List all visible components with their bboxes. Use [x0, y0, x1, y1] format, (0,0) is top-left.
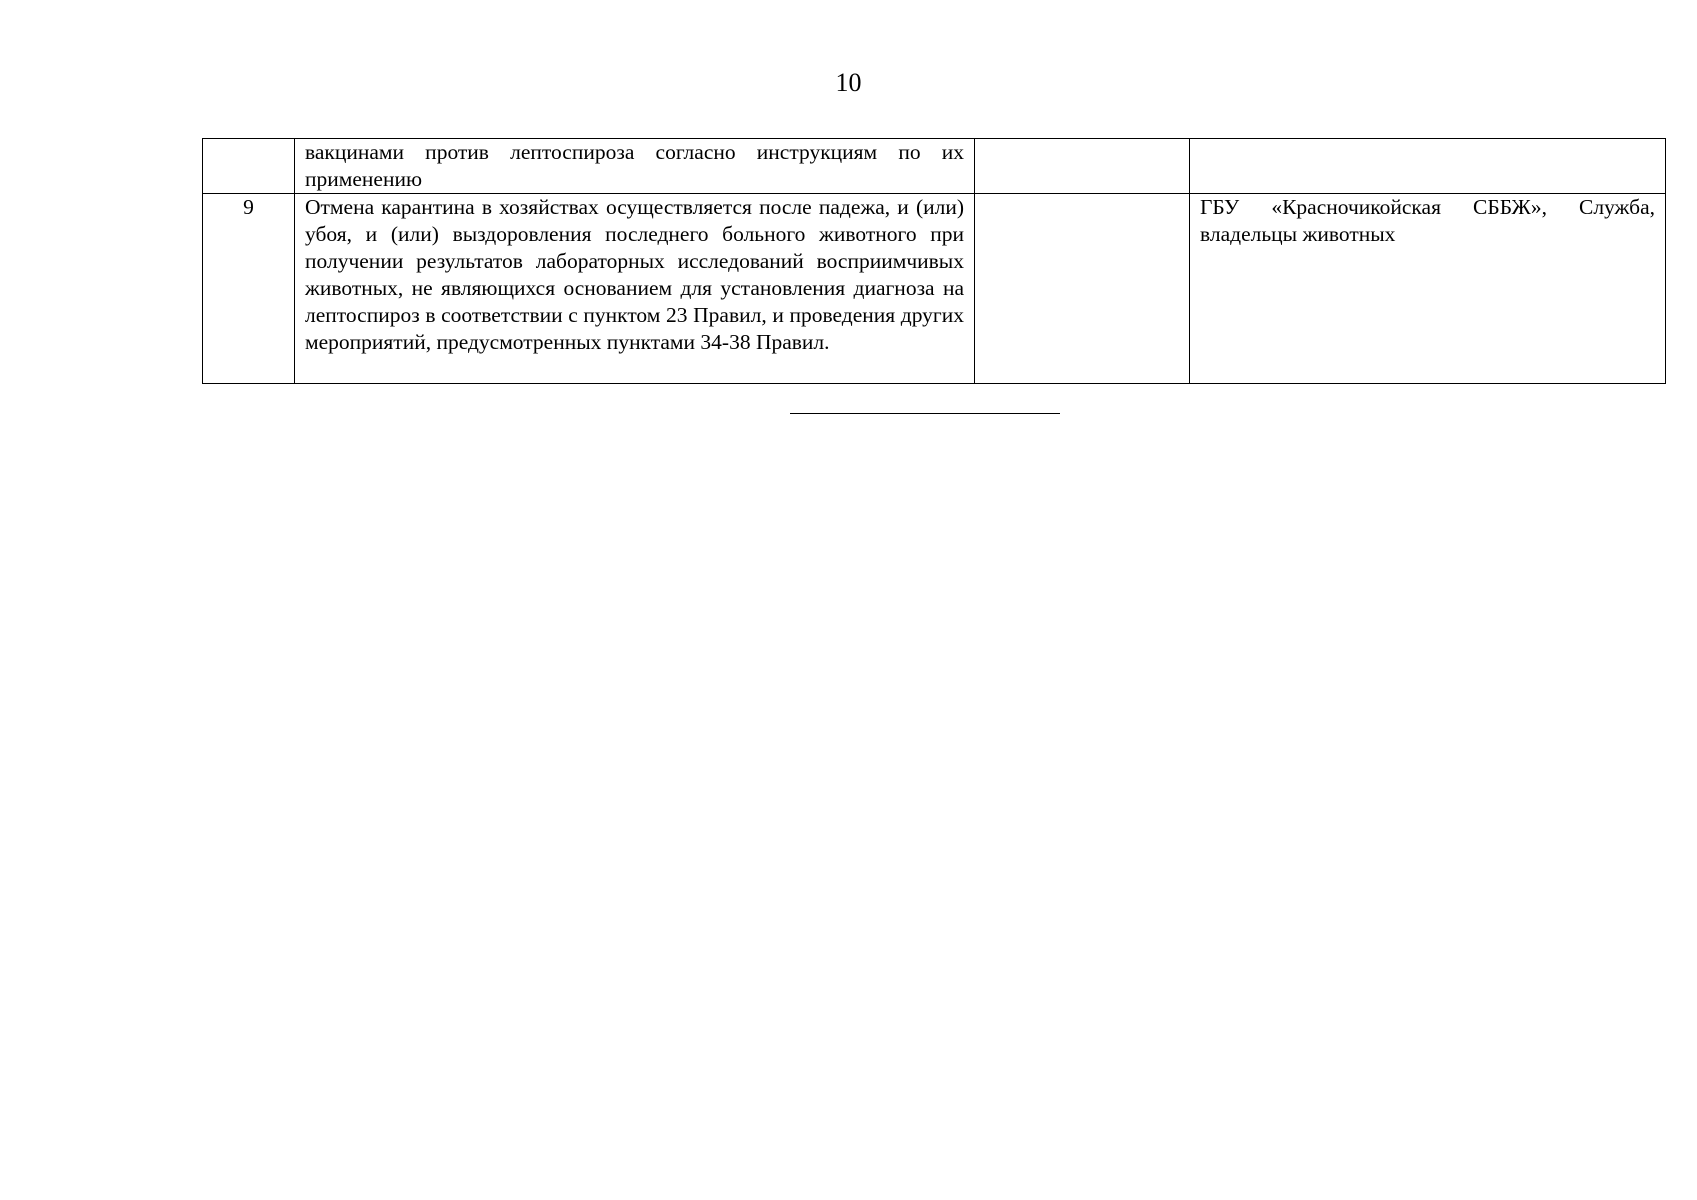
measure-text-cell	[295, 139, 975, 194]
measure-text: Отмена карантина в хозяйствах осуществляется после падежа, и (или) убоя, и (или) выздоровления последнего больного животного при получении результатов лабораторных исследований восприимчивых животных, не являющихся основанием для установления диагноза на лептоспироз в соответствии с пунктом 23 Правил, и проведения других мероприятий, предусмотренных пунктами 34-38 Правил.	[305, 195, 964, 354]
measure-text: вакцинами против лептоспироза согласно инструкциям по их применению	[305, 140, 964, 191]
responsible-text: ГБУ «Красночикойская СББЖ», Служба, владельцы животных	[1200, 195, 1655, 246]
responsible-cell	[1190, 139, 1666, 194]
measure-text-cell	[295, 194, 975, 384]
table-row	[203, 194, 1666, 384]
end-of-document-line	[790, 413, 1060, 414]
page-number: 10	[835, 68, 862, 97]
measures-table	[202, 138, 1666, 384]
deadline-cell	[975, 194, 1190, 384]
deadline-cell	[975, 139, 1190, 194]
responsible-cell	[1190, 194, 1666, 384]
row-number-cell	[203, 139, 295, 194]
table-row	[203, 139, 1666, 194]
row-number-cell: 9	[203, 194, 295, 384]
